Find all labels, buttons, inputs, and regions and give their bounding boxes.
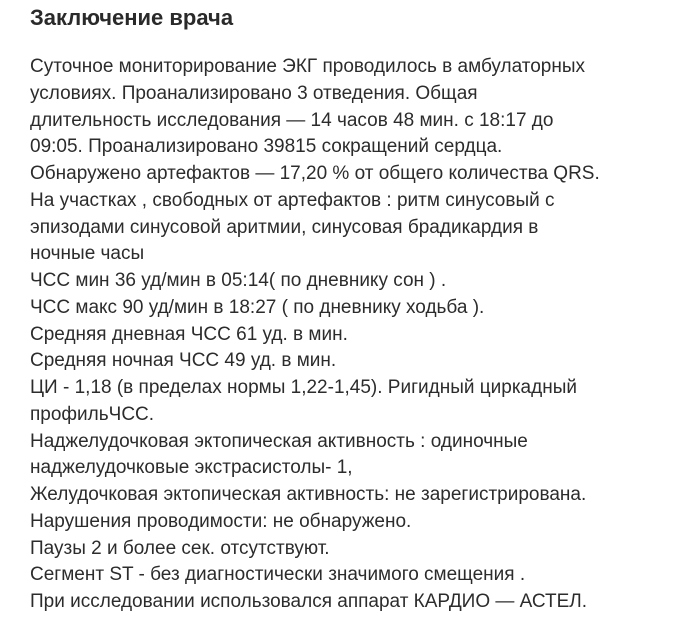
conclusion-text: [30, 54, 670, 616]
text-line: Средняя дневная ЧСС 61 уд. в мин.: [30, 323, 348, 345]
text-line: условиях. Проанализировано 3 отведения. Общая: [30, 82, 478, 104]
text-line: Желудочковая эктопическая активность: не зарегистрирована.: [30, 484, 587, 505]
text-line: ЦИ - 1,18 (в пределах нормы 1,22-1,45). Ригидный циркадный: [30, 377, 577, 398]
text-line: Нарушения проводимости: не обнаружено.: [30, 510, 412, 532]
text-line: Средняя ночная ЧСС 49 уд. в мин.: [30, 350, 337, 372]
text-line: На участках , свободных от артефактов : ритм синусовый с: [30, 189, 555, 211]
text-line: Паузы 2 и более сек. отсутствуют.: [30, 537, 330, 559]
text-line: ночные часы: [30, 243, 145, 265]
text-line: ЧСС макс 90 уд/мин в 18:27 ( по дневнику ходьба ).: [30, 296, 485, 318]
text-line: Суточное мониторирование ЭКГ проводилось в амбулаторных: [30, 56, 585, 77]
text-line: ЧСС мин 36 уд/мин в 05:14( по дневнику сон ) .: [30, 270, 447, 291]
document-title: Заключение врача: [30, 5, 234, 30]
text-line: эпизодами синусовой аритмии, синусовая брадикардия в: [30, 216, 539, 238]
text-line: При исследовании использовался аппарат КАРДИО — АСТЕЛ.: [30, 591, 588, 612]
text-line: длительность исследования — 14 часов 48 мин. с 18:17 до: [30, 109, 554, 131]
text-line: Обнаружено артефактов — 17,20 % от общего количества QRS.: [30, 163, 600, 184]
text-line: наджелудочковые экстрасистолы- 1,: [30, 457, 353, 479]
text-line: Наджелудочковая эктопическая активность : одиночные: [30, 430, 528, 452]
text-line: Сегмент ST - без диагностически значимого смещения .: [30, 564, 526, 586]
text-line: 09:05. Проанализировано 39815 сокращений сердца.: [30, 136, 503, 158]
text-line: профильЧСС.: [30, 403, 155, 425]
